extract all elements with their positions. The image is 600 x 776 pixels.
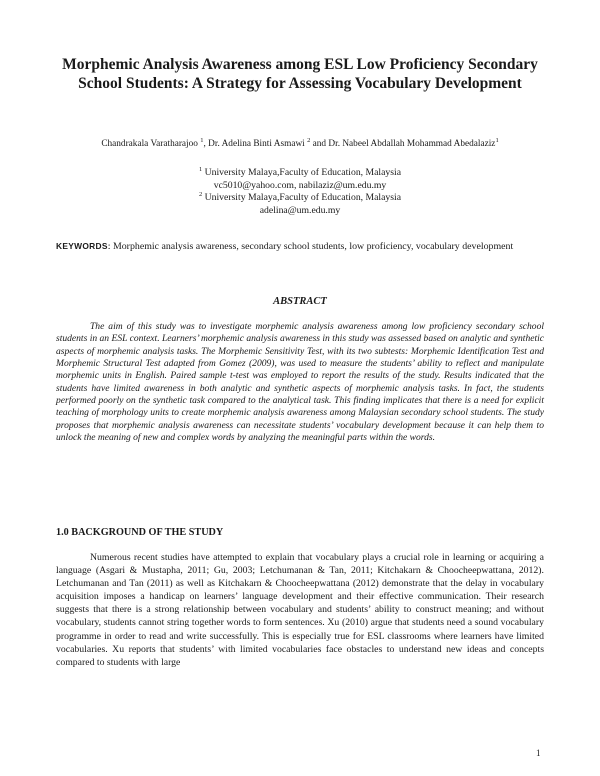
page-number: 1 bbox=[536, 748, 541, 758]
abstract-text: The aim of this study was to investigate morphemic analysis awareness among low proficiency secondary school students in an ESL context. Learners’ morphemic analysis awareness in this study was assessed based on analytic and synthetic aspects of morphemic analysis tasks. The Morphemic Sensitivity Test, with its two subtests: Morphemic Identification Test and Morphemic Structural Test adapted from Gomez (2009), was used to measure the students’ ability to reflect and manipulate morphemic units in English. Paired sample t-test was employed to report the results of the study. Results indicated that the students have limited awareness in both analytic and synthetic aspects of morphemic analysis tasks. In fact, the students performed poorly on the synthetic task compared to the analytical task. This finding implicates that there is a need for explicit teaching of morphology units to create morphemic analysis awareness among Malaysian secondary school students. The study proposes that morphemic analysis awareness can necessitate students’ vocabulary development because it can help them to unlock the meaning of new and complex words by analyzing the meaningful parts within the words. bbox=[56, 321, 544, 444]
affiliation-email: adelina@um.edu.my bbox=[259, 204, 341, 216]
paper-title: Morphemic Analysis Awareness among ESL Low Proficiency Secondary School Students: A Strategy for Assessing Vocabulary Development bbox=[62, 56, 538, 92]
author-name: , Dr. Adelina Binti Asmawi bbox=[203, 139, 308, 149]
affiliation-line bbox=[150, 192, 450, 205]
keywords-text: : Morphemic analysis awareness, secondary school students, low proficiency, vocabulary development bbox=[107, 241, 514, 252]
affiliation-block bbox=[150, 167, 450, 217]
author-name: Chandrakala Varatharajoo bbox=[101, 139, 201, 149]
affiliation-marker: 2 bbox=[198, 191, 203, 199]
author-affiliation-marker: 2 bbox=[307, 137, 311, 144]
keywords-block bbox=[56, 240, 544, 253]
affiliation-text: University Malaya,Faculty of Education, Malaysia bbox=[202, 167, 402, 178]
author-affiliation-marker: 1 bbox=[200, 137, 204, 144]
body-paragraph: Numerous recent studies have attempted to explain that vocabulary plays a crucial role in learning or acquiring a language (Asgari & Mustapha, 2011; Gu, 2003; Letchumanan & Tan, 2011; Kitchakarn & Choocheepwattana, 2012). Letchumanan and Tan (2011) as well as Kitchakarn & Choocheepwattana (2012) demonstrate that the delay in vocabulary acquisition imposes a handicap on learners’ language development and their effective communication. Their research suggests that there is a strong relationship between vocabulary and students’ ability to construct meaning; and without vocabulary, students cannot string together words to form sentences. Xu (2010) argue that students need a sound vocabulary programme in order to read and write successfully. This is especially true for ESL classrooms where learners have limited vocabularies. Xu reports that students’ with limited vocabularies face obstacles to understand new ideas and concepts compared to students with large bbox=[56, 552, 544, 668]
affiliation-email: vc5010@yahoo.com, nabilaziz@um.edu.my bbox=[213, 179, 387, 191]
abstract-heading: ABSTRACT bbox=[273, 296, 327, 307]
author-affiliation-marker: 1 bbox=[495, 137, 499, 144]
affiliation-marker: 1 bbox=[198, 166, 203, 173]
keywords-label: KEYWORDS bbox=[56, 241, 108, 251]
affiliation-line bbox=[150, 167, 450, 180]
author-list bbox=[30, 138, 570, 150]
author-name: and Dr. Nabeel Abdallah Mohammad Abedalaziz bbox=[310, 139, 496, 149]
affiliation-text: University Malaya,Faculty of Education, Malaysia bbox=[202, 192, 402, 204]
section-heading: 1.0 BACKGROUND OF THE STUDY bbox=[56, 527, 224, 538]
